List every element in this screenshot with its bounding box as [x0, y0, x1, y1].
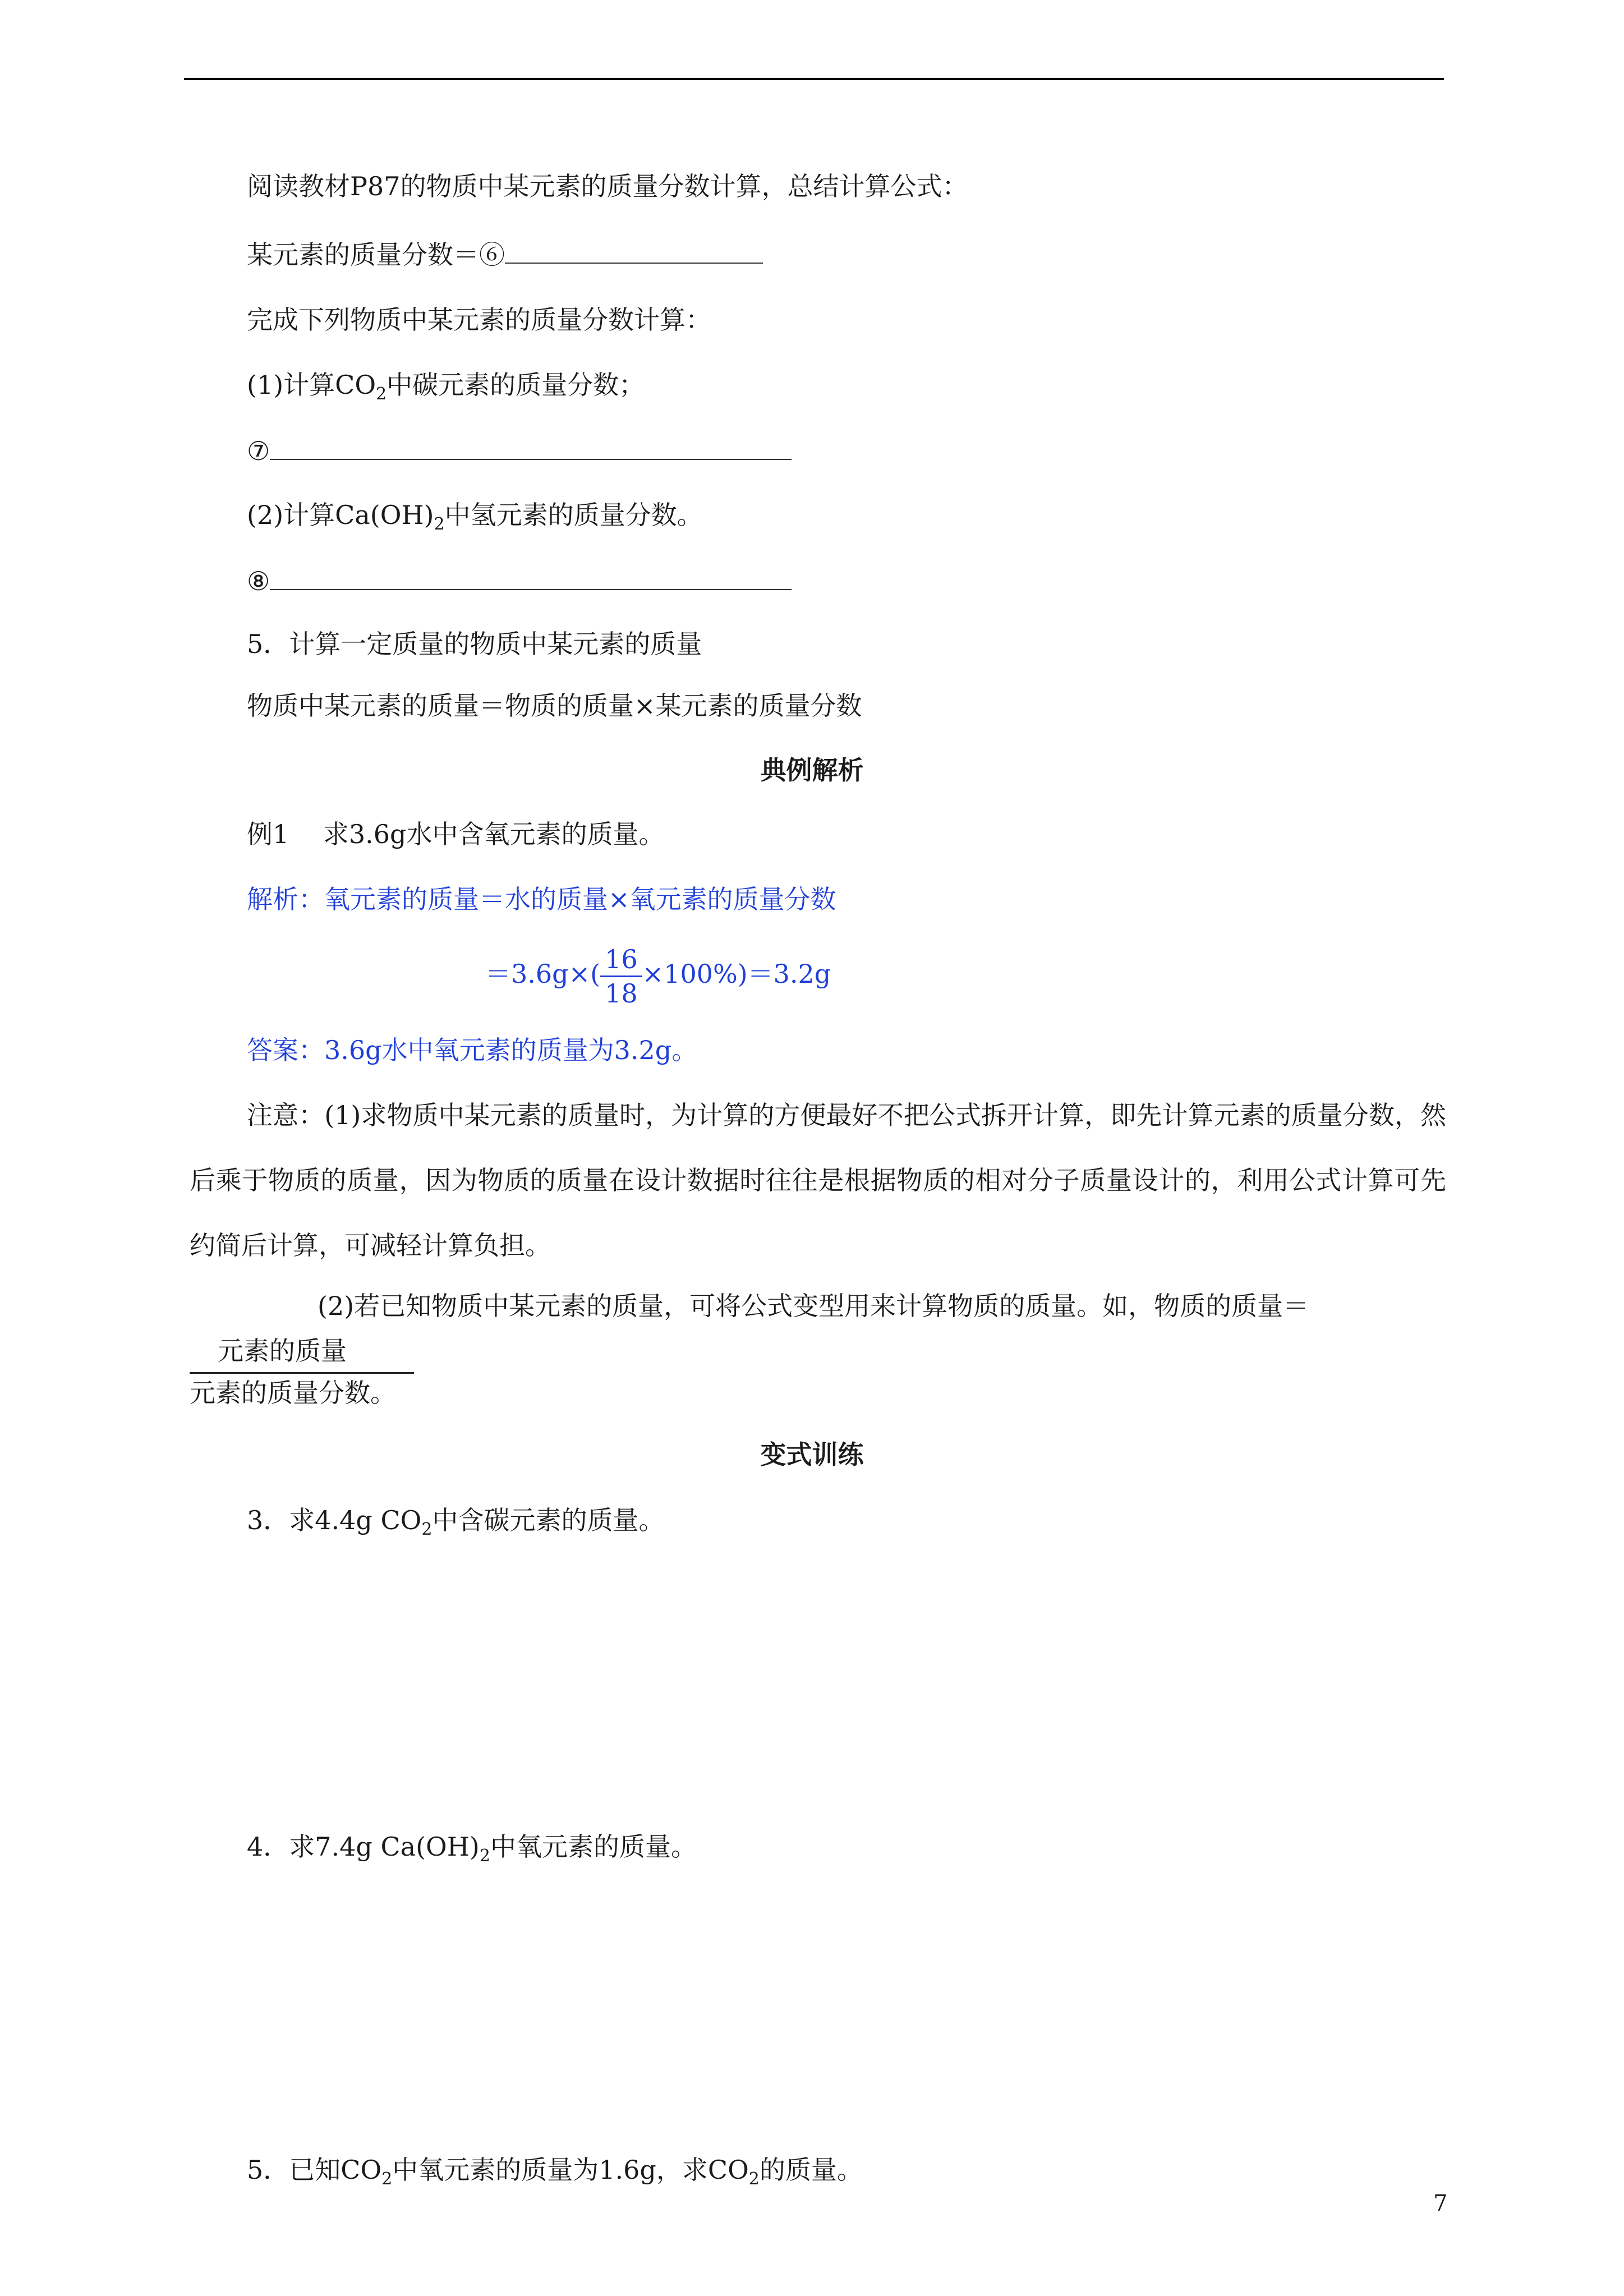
text-line: 某元素的质量分数＝⑥	[247, 237, 763, 272]
practice-question-5: 5．已知$CO_2$中氧元素的质量为1.6g，求$CO_2$的质量。	[247, 2155, 863, 2189]
formula-fraction: 元素的质量 元素的质量分数。	[190, 1334, 414, 1410]
note-paragraph: 注意：(1)求物质中某元素的质量时，为计算的方便最好不把公式拆开计算，即先计算元素的质量分数，然后乘于物质的质量，因为物质的质量在设计数据时往往是根据物质的相对分子质量设计的，利用公式计算可先约简后计算，可减轻计算负担。	[190, 1100, 1446, 1260]
text-line: 阅读教材P87的物质中某元素的质量分数计算，总结计算公式：	[247, 171, 968, 201]
text-line: 物质中某元素的质量＝物质的质量×某元素的质量分数	[247, 691, 862, 721]
text-line: (2)计算$Ca(OH)_2$中氢元素的质量分数。	[247, 500, 703, 534]
section-heading: 变式训练	[760, 1439, 864, 1470]
example-answer: 答案：3.6g水中氧元素的质量为3.2g。	[247, 1035, 698, 1065]
text-line: 5．计算一定质量的物质中某元素的质量	[247, 629, 702, 659]
text-line: (1)计算$CO_2$中碳元素的质量分数；	[247, 370, 645, 404]
note-paragraph: (2)若已知物质中某元素的质量，可将公式变型用来计算物质的质量。如，物质的质量＝	[318, 1291, 1309, 1321]
fraction: $\frac{16}{18}$	[600, 943, 642, 1010]
text-line: ⑧	[247, 563, 792, 598]
practice-question-3: 3．求4.4g $CO_2$中含碳元素的质量。	[247, 1505, 665, 1539]
section-heading: 典例解析	[760, 755, 864, 785]
answer-blank[interactable]	[270, 433, 792, 460]
page-number: 7	[1433, 2191, 1448, 2216]
example-question: 例1 求3.6g水中含氧元素的质量。	[247, 819, 665, 849]
text-line: 完成下列物质中某元素的质量分数计算：	[247, 305, 711, 335]
example-analysis: 解析：氧元素的质量＝水的质量×氧元素的质量分数	[247, 884, 836, 914]
answer-blank[interactable]	[505, 237, 763, 264]
text-line: ⑦	[247, 433, 792, 468]
header-rule	[184, 78, 1444, 80]
practice-question-4: 4．求7.4g $Ca(OH)_2$中氧元素的质量。	[247, 1832, 697, 1866]
example-calculation: ＝3.6g×( $\frac{16}{18}$ ×100%)＝3.2g	[485, 944, 831, 1009]
answer-blank[interactable]	[270, 563, 792, 590]
